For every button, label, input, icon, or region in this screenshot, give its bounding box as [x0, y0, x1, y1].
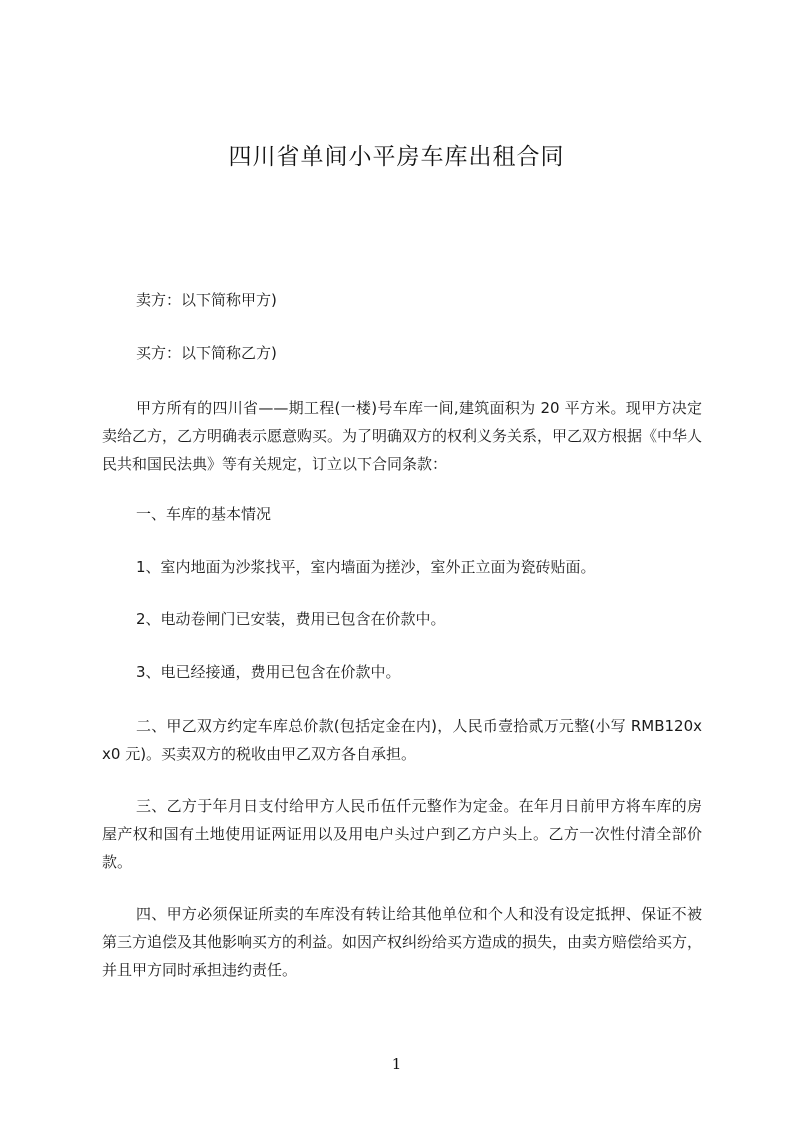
- item-2-paragraph: 2、电动卷闸门已安装，费用已包含在价款中。: [136, 610, 446, 628]
- item-1-paragraph: 1、室内地面为沙浆找平，室内墙面为搓沙，室外正立面为瓷砖贴面。: [136, 558, 596, 576]
- clause-4-paragraph: 四、甲方必须保证所卖的车库没有转让给其他单位和个人和没有设定抵押、保证不被第三方追偿及其他影响买方的利益。如因产权纠纷给买方造成的损失，由卖方赔偿给买方，并且甲方同时承担违约责任。: [102, 905, 703, 979]
- section-1-heading: 一、车库的基本情况: [136, 505, 272, 523]
- buyer-line: 买方：以下简称乙方): [136, 344, 277, 362]
- page-number: 1: [391, 1055, 402, 1073]
- seller-line: 卖方：以下简称甲方): [136, 291, 277, 309]
- preamble-paragraph: 甲方所有的四川省——期工程(一楼)号车库一间,建筑面积为 20 平方米。现甲方决定卖给乙方，乙方明确表示愿意购买。为了明确双方的权利义务关系，甲乙双方根据《中华人民共和国民法典》等有关规定，订立以下合同条款：: [102, 399, 703, 473]
- item-3-paragraph: 3、电已经接通，费用已包含在价款中。: [136, 663, 401, 681]
- clause-2-paragraph: 二、甲乙双方约定车库总价款(包括定金在内)，人民币壹拾贰万元整(小写 RMB120xx0 元)。买卖双方的税收由甲乙双方各自承担。: [102, 717, 702, 763]
- document-title: 四川省单间小平房车库出租合同: [228, 144, 565, 170]
- clause-3-paragraph: 三、乙方于年月日支付给甲方人民币伍仟元整作为定金。在年月日前甲方将车库的房屋产权和国有土地使用证两证用以及用电户头过户到乙方户头上。乙方一次性付清全部价款。: [102, 797, 702, 871]
